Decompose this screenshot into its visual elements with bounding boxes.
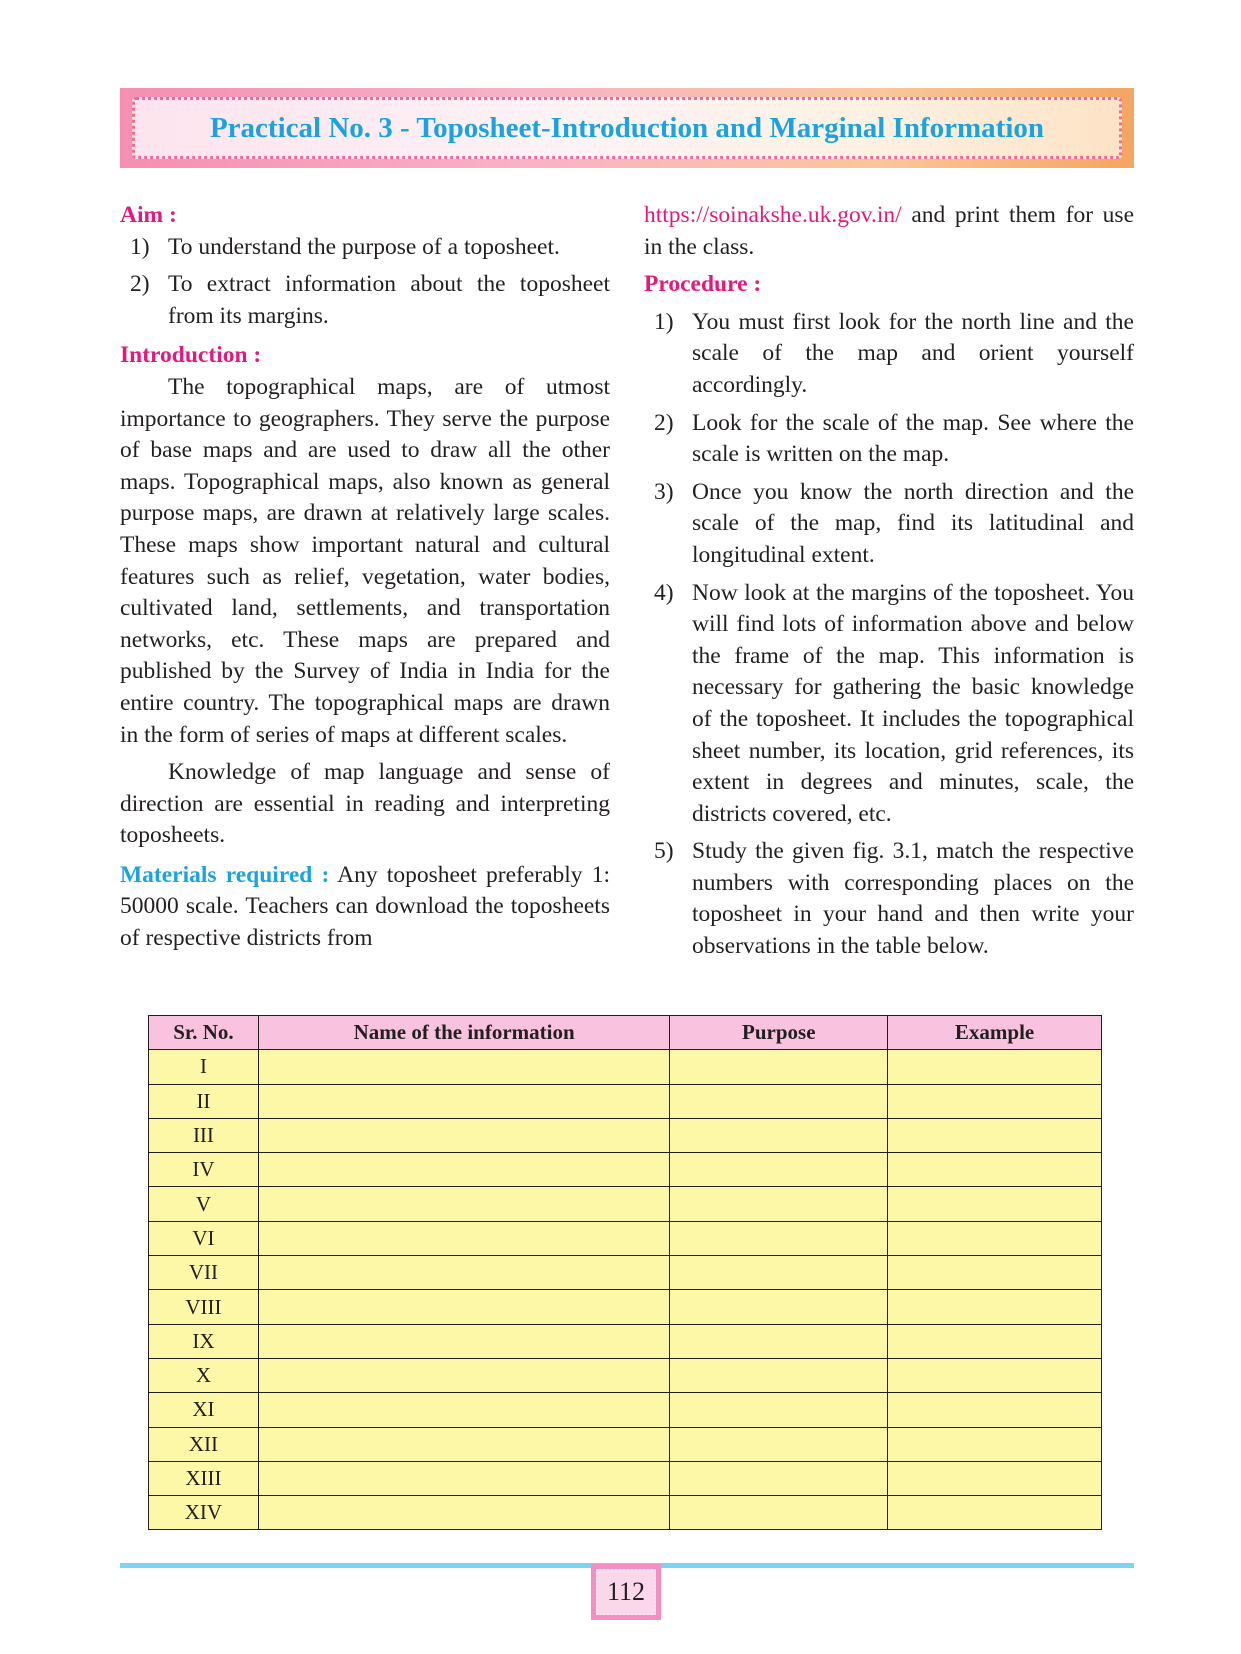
title-banner-inner (132, 97, 1122, 159)
table-row (149, 1153, 1102, 1187)
cell-name-of-information[interactable] (258, 1118, 670, 1152)
materials-text: Any toposheet preferably 1: 50000 scale. Teachers can download the toposheets of respective districts from (120, 861, 610, 952)
cell-example[interactable] (888, 1496, 1102, 1530)
left-column (120, 200, 610, 955)
introduction-paragraph-1: The topographical maps, are of utmost importance to geographers. They serve the purpose of base maps and are used to draw all the other maps. Topographical maps, also known as general purpose maps, are drawn at relatively large scales. These maps show important natural and cultural features such as relief, vegetation, water bodies, cultivated land, settlements, and transportation networks, etc. These maps are prepared and published by the Survey of India in India for the entire country. The topographical maps are drawn in the form of series of maps at different scales. (120, 373, 610, 748)
cell-example[interactable] (888, 1084, 1102, 1118)
header-sr-no: Sr. No. (149, 1016, 259, 1050)
cell-purpose[interactable] (670, 1393, 888, 1427)
cell-purpose[interactable] (670, 1050, 888, 1084)
cell-name-of-information[interactable] (258, 1461, 670, 1495)
table-row (149, 1496, 1102, 1530)
aim-item-text: To understand the purpose of a toposheet. (168, 233, 560, 260)
cell-name-of-information[interactable] (258, 1153, 670, 1187)
procedure-item-number: 2) (654, 409, 674, 436)
observation-table (148, 1015, 1102, 1530)
cell-example[interactable] (888, 1050, 1102, 1084)
cell-purpose[interactable] (670, 1427, 888, 1461)
cell-sr-no: XIV (149, 1496, 259, 1530)
table-header-row (149, 1016, 1102, 1050)
cell-name-of-information[interactable] (258, 1084, 670, 1118)
page-title: Practical No. 3 - Toposheet-Introduction and Marginal Information (209, 111, 1045, 144)
aim-heading: Aim : (120, 202, 177, 228)
cell-example[interactable] (888, 1221, 1102, 1255)
cell-sr-no: VII (149, 1256, 259, 1290)
procedure-heading: Procedure : (644, 271, 762, 298)
introduction-paragraph-2: Knowledge of map language and sense of direction are essential in reading and interpreting toposheets. (120, 759, 610, 849)
right-column (644, 200, 1134, 963)
procedure-item (644, 307, 1134, 402)
materials-continued (644, 200, 1134, 263)
procedure-item (644, 408, 1134, 471)
cell-sr-no: XI (149, 1393, 259, 1427)
cell-example[interactable] (888, 1461, 1102, 1495)
header-name-of-information: Name of the information (258, 1016, 670, 1050)
cell-sr-no: XII (149, 1427, 259, 1461)
procedure-item-number: 4) (654, 579, 674, 606)
aim-item (120, 232, 610, 264)
cell-purpose[interactable] (670, 1256, 888, 1290)
procedure-item (644, 836, 1134, 962)
procedure-item (644, 477, 1134, 572)
header-purpose: Purpose (670, 1016, 888, 1050)
cell-sr-no: IV (149, 1153, 259, 1187)
materials-heading: Materials required : (120, 861, 330, 888)
cell-sr-no: V (149, 1187, 259, 1221)
cell-sr-no: IX (149, 1324, 259, 1358)
procedure-item-text: Once you know the north direction and the scale of the map, find its latitudinal and longitudinal extent. (692, 478, 1134, 568)
procedure-item-number: 5) (654, 838, 674, 865)
cell-example[interactable] (888, 1358, 1102, 1392)
table-row (149, 1290, 1102, 1324)
procedure-item-text: Study the given fig. 3.1, match the respective numbers with corresponding places on the toposheet in your hand and then write your observations in the table below. (692, 838, 1134, 960)
table-row (149, 1221, 1102, 1255)
cell-name-of-information[interactable] (258, 1050, 670, 1084)
table-row (149, 1118, 1102, 1152)
cell-sr-no: II (149, 1084, 259, 1118)
page-number: 112 (596, 1569, 656, 1615)
aim-item-text: To extract information about the toposheet from its margins. (168, 271, 610, 329)
cell-purpose[interactable] (670, 1290, 888, 1324)
cell-example[interactable] (888, 1324, 1102, 1358)
cell-name-of-information[interactable] (258, 1221, 670, 1255)
cell-sr-no: I (149, 1050, 259, 1084)
table-row (149, 1256, 1102, 1290)
table-row (149, 1050, 1102, 1084)
table-row (149, 1393, 1102, 1427)
cell-purpose[interactable] (670, 1187, 888, 1221)
cell-sr-no: X (149, 1358, 259, 1392)
header-example: Example (888, 1016, 1102, 1050)
cell-example[interactable] (888, 1427, 1102, 1461)
cell-purpose[interactable] (670, 1358, 888, 1392)
aim-list (120, 232, 610, 333)
materials-text-continued: and print them for use in the class. (644, 202, 1135, 260)
cell-example[interactable] (888, 1153, 1102, 1187)
cell-sr-no: VIII (149, 1290, 259, 1324)
cell-purpose[interactable] (670, 1496, 888, 1530)
table-body (149, 1050, 1102, 1530)
cell-name-of-information[interactable] (258, 1324, 670, 1358)
cell-example[interactable] (888, 1393, 1102, 1427)
procedure-item-text: You must first look for the north line and the scale of the map and orient yourself accordingly. (692, 308, 1134, 398)
procedure-list (644, 307, 1134, 963)
introduction-heading: Introduction : (120, 342, 262, 369)
cell-example[interactable] (888, 1118, 1102, 1152)
table-row (149, 1084, 1102, 1118)
table-row (149, 1324, 1102, 1358)
cell-name-of-information[interactable] (258, 1290, 670, 1324)
cell-purpose[interactable] (670, 1461, 888, 1495)
table-row (149, 1187, 1102, 1221)
aim-item-number: 2) (130, 271, 150, 298)
procedure-item-text: Now look at the margins of the toposheet. You will find lots of information above and below the frame of the map. This information is necessary for gathering the basic knowledge of the toposheet. It includes the topographical sheet number, its location, grid references, its extent in degrees and minutes, scale, the districts covered, etc. (692, 579, 1134, 827)
materials-paragraph (120, 860, 610, 955)
cell-example[interactable] (888, 1187, 1102, 1221)
procedure-item-number: 1) (654, 308, 674, 335)
cell-sr-no: VI (149, 1221, 259, 1255)
table-row (149, 1461, 1102, 1495)
title-banner (120, 88, 1134, 168)
table-row (149, 1358, 1102, 1392)
cell-purpose[interactable] (670, 1118, 888, 1152)
download-link[interactable]: https://soinakshe.uk.gov.in/ (644, 202, 902, 228)
procedure-item (644, 578, 1134, 831)
table-row (149, 1427, 1102, 1461)
cell-purpose[interactable] (670, 1084, 888, 1118)
cell-name-of-information[interactable] (258, 1187, 670, 1221)
cell-purpose[interactable] (670, 1153, 888, 1187)
cell-name-of-information[interactable] (258, 1393, 670, 1427)
cell-example[interactable] (888, 1256, 1102, 1290)
cell-purpose[interactable] (670, 1221, 888, 1255)
cell-sr-no: III (149, 1118, 259, 1152)
cell-name-of-information[interactable] (258, 1496, 670, 1530)
page-number-badge (591, 1564, 661, 1620)
aim-item-number: 1) (130, 233, 150, 260)
cell-name-of-information[interactable] (258, 1427, 670, 1461)
cell-example[interactable] (888, 1290, 1102, 1324)
cell-name-of-information[interactable] (258, 1358, 670, 1392)
cell-purpose[interactable] (670, 1324, 888, 1358)
procedure-item-number: 3) (654, 478, 674, 505)
cell-name-of-information[interactable] (258, 1256, 670, 1290)
procedure-item-text: Look for the scale of the map. See where the scale is written on the map. (692, 409, 1134, 468)
aim-item (120, 269, 610, 332)
cell-sr-no: XIII (149, 1461, 259, 1495)
